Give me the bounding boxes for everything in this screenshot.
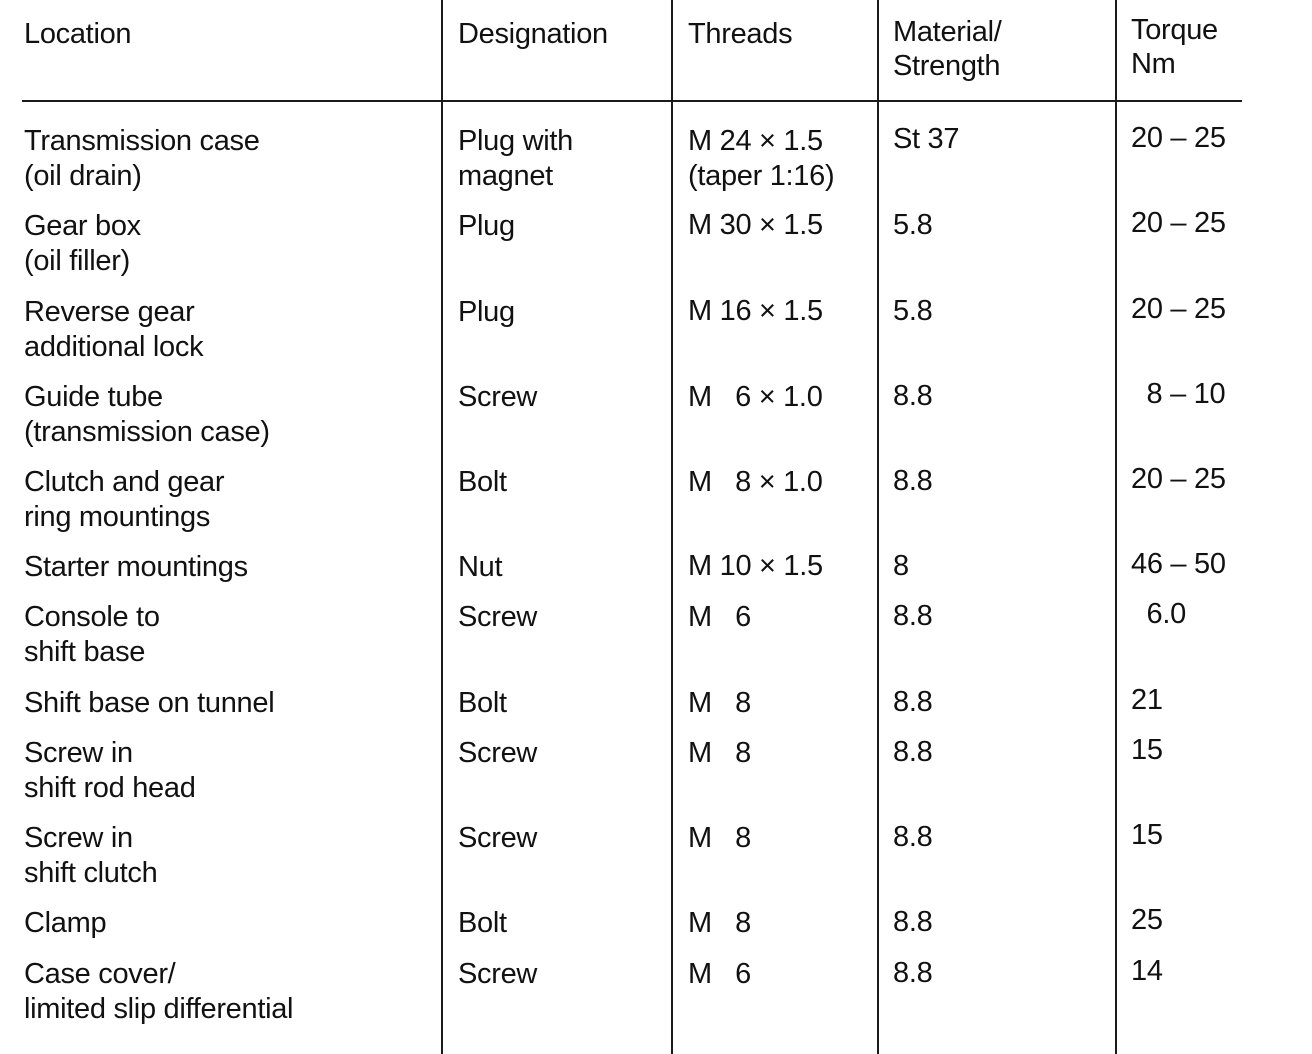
header-designation: Designation [458, 18, 608, 50]
row-8-designation: Bolt [458, 687, 507, 719]
row-4-designation: Screw [458, 381, 538, 413]
row-12-location: Case cover/ limited slip differential [24, 958, 294, 1025]
row-6-designation: Nut [458, 551, 503, 583]
row-2-torque: 20 – 25 [1131, 207, 1226, 239]
row-10-location: Screw in shift clutch [24, 822, 158, 889]
row-1-location: Transmission case (oil drain) [24, 125, 260, 192]
row-4-material: 8.8 [893, 380, 933, 412]
row-7-designation: Screw [458, 601, 538, 633]
row-7-threads: M 6 [688, 601, 751, 633]
row-12-torque: 14 [1131, 955, 1163, 987]
column-divider-1 [441, 0, 443, 1054]
row-5-threads: M 8 × 1.0 [688, 466, 823, 498]
row-10-material: 8.8 [893, 821, 933, 853]
row-5-location: Clutch and gear ring mountings [24, 466, 225, 533]
header-threads: Threads [688, 18, 793, 50]
row-3-torque: 20 – 25 [1131, 293, 1226, 325]
row-3-material: 5.8 [893, 295, 933, 327]
row-5-designation: Bolt [458, 466, 507, 498]
row-8-material: 8.8 [893, 686, 933, 718]
row-6-torque: 46 – 50 [1131, 548, 1226, 580]
row-7-location: Console to shift base [24, 601, 160, 668]
row-6-material: 8 [893, 550, 909, 582]
row-5-torque: 20 – 25 [1131, 463, 1226, 495]
row-9-torque: 15 [1131, 734, 1163, 766]
row-2-location: Gear box (oil filler) [24, 210, 141, 277]
row-4-torque: 8 – 10 [1131, 378, 1226, 410]
row-3-designation: Plug [458, 296, 515, 328]
row-4-location: Guide tube (transmission case) [24, 381, 270, 448]
column-divider-2 [671, 0, 673, 1054]
row-11-designation: Bolt [458, 907, 507, 939]
row-6-threads: M 10 × 1.5 [688, 550, 823, 582]
row-3-location: Reverse gear additional lock [24, 296, 204, 363]
row-10-torque: 15 [1131, 819, 1163, 851]
row-6-location: Starter mountings [24, 551, 248, 583]
row-7-material: 8.8 [893, 600, 933, 632]
row-2-material: 5.8 [893, 209, 933, 241]
row-3-threads: M 16 × 1.5 [688, 295, 823, 327]
row-5-material: 8.8 [893, 465, 933, 497]
row-8-location: Shift base on tunnel [24, 687, 275, 719]
row-8-threads: M 8 [688, 687, 751, 719]
row-1-torque: 20 – 25 [1131, 122, 1226, 154]
row-12-designation: Screw [458, 958, 538, 990]
row-7-torque: 6.0 [1131, 598, 1186, 630]
row-1-designation: Plug with magnet [458, 125, 573, 192]
row-9-designation: Screw [458, 737, 538, 769]
header-location: Location [24, 18, 132, 50]
row-12-material: 8.8 [893, 957, 933, 989]
column-divider-4 [1115, 0, 1117, 1054]
header-torque: Torque Nm [1131, 14, 1218, 80]
row-9-material: 8.8 [893, 736, 933, 768]
header-rule [22, 100, 1242, 102]
row-11-location: Clamp [24, 907, 107, 939]
row-4-threads: M 6 × 1.0 [688, 381, 823, 413]
row-11-material: 8.8 [893, 906, 933, 938]
row-11-torque: 25 [1131, 904, 1163, 936]
row-12-threads: M 6 [688, 958, 751, 990]
row-2-threads: M 30 × 1.5 [688, 209, 823, 241]
row-2-designation: Plug [458, 210, 515, 242]
row-1-threads: M 24 × 1.5 (taper 1:16) [688, 125, 835, 192]
row-10-designation: Screw [458, 822, 538, 854]
column-divider-3 [877, 0, 879, 1054]
row-9-location: Screw in shift rod head [24, 737, 196, 804]
row-8-torque: 21 [1131, 684, 1163, 716]
row-1-material: St 37 [893, 123, 960, 155]
row-9-threads: M 8 [688, 737, 751, 769]
row-11-threads: M 8 [688, 907, 751, 939]
row-10-threads: M 8 [688, 822, 751, 854]
header-material-strength: Material/ Strength [893, 16, 1002, 82]
